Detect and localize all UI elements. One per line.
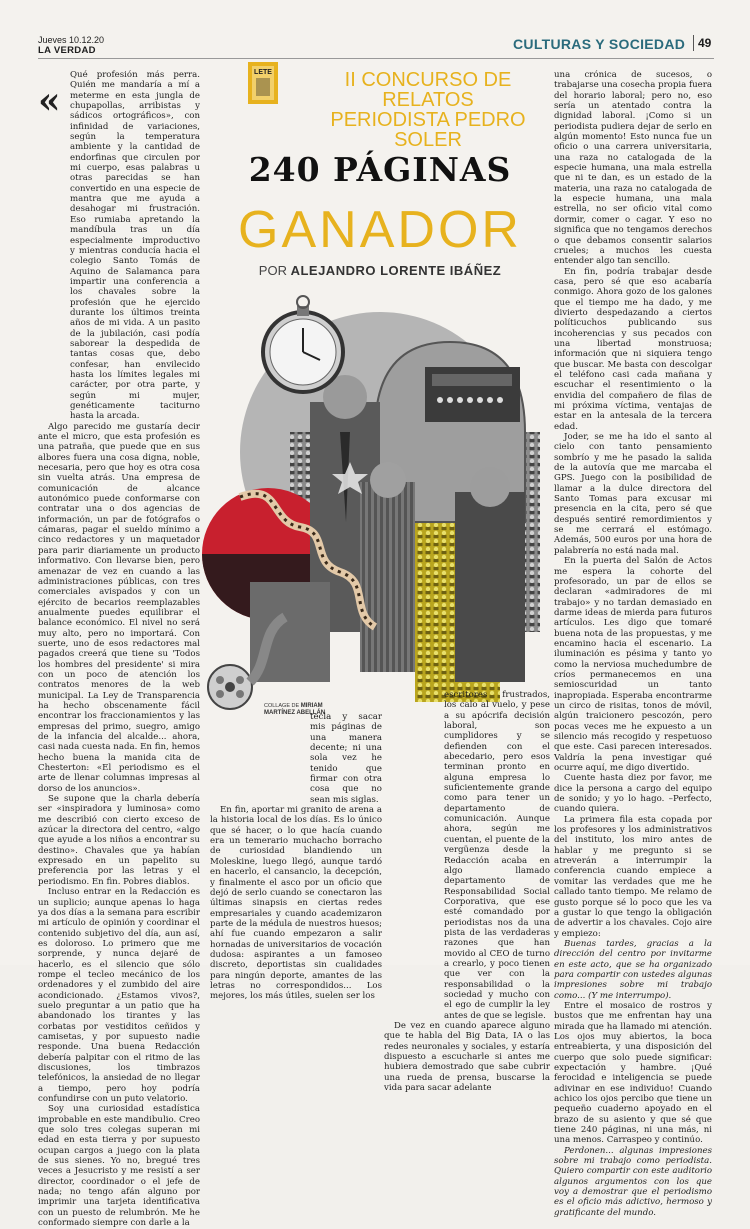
paragraph: una crónica de sucesos, o trabajarse una cosecha propia fuera del horario laboral; pero no, eso sería un atentado contra la dignidad laboral. ¡Como si un periodista pudiera dejar de serlo en algún momento! Esto nunca fue un oficio o una carrera universitaria, una raza no catalogada de la especie humana, una mala estrella que ni te dan, es un estado de la materia, una raza no catalogada de la especie humana, una mala estrella, no ser oficio vital como dormir, comer o cagar. Y eso no significa que no tengamos derechos o que debamos consentir salarios crueles; a muchos les cuesta entender algo tan sencillo. bbox=[554, 70, 712, 267]
header-separator bbox=[693, 35, 694, 51]
issue-date: Jueves 10.12.20 bbox=[38, 35, 105, 45]
paragraph: Soy una curiosidad estadística improbable en este mandibulio. Creo que solo tres colegas superan mi edad en esta tierra y por supuesto ocupan cargos a juego con la plata de sus sienes. Yo no, bregué tres veces a Jesucristo y me resistí a ser director, coordinador o el jefe de nada; no tengo afán alguno por imprimir una tarjeta identificativa con un puesto de relumbrón. Me he conformado siempre con darle a la bbox=[38, 1104, 200, 1229]
header-rule bbox=[38, 58, 714, 59]
byline bbox=[210, 263, 550, 278]
paragraph: En fin, aportar mi granito de arena a la historia local de los días. Es lo único que sé hacer, o lo que hacía cuando era un temerario muchacho borracho de curiosidad blandiendo un Moleskine, luego llegó, aunque tardó en hacerlo, el cansancio, la decepción, y finalmente el asco por un oficio que dejó de serlo cuando se conectaron las últimas sinapsis en ciertas redes empresariales y cuando academizaron parte de la médula de nuestros huesos; ahí fue cuando empezaron a salir hornadas de universitarios de vocación dudosa: aspirantes a un famoseo discreto, deportistas sin cualidades para ningún deporte, amantes de las letras no correspondidos... Los mejores, los más útiles, suelen ser los bbox=[210, 805, 382, 1002]
paragraph: Qué profesión más perra. Quién me mandaría a mí a meterme en esta jungla de chupapollas, arribistas y sádicos ortográficos», con infinidad de variaciones, según la temperatura ambiente y la cantidad de endorfinas que circulen por mi cuerpo, esas palabras u otras parecidas se han convertido en una especie de mantra que me ayuda a desahogar mi frustración. Eso rumiaba apretando la mandíbula tras un día especialmente improductivo y mientras conducía hacia el colegio Santo Tomás de Aquino de Salamanca para impartir una conferencia a los chavales sobre la profesión que he ejercido durante los últimos treinta años de mi vida. A un pasito de la jubilación, casi podía saborear la despedida de tantas cosas que, debo confesar, han envilecido hasta los límites legales mi carácter, por otra parte, y según mi mujer, genéticamente taciturno hasta la arcada. bbox=[70, 70, 200, 422]
collage-illustration bbox=[200, 282, 555, 712]
paragraph: De vez en cuando aparece alguno que te habla del Big Data, IA o las redes neuronales y sociales, y estaría dispuesto a escucharle si antes me hubiera demostrado que sabe cubrir una rueda de prensa, buscarse la vida para sacar adelante bbox=[384, 1021, 550, 1094]
paragraph: Entre el mosaico de rostros y bustos que me enfrentan hay una mirada que ha llamado mi atención. Los ojos muy abiertos, la boca entreabierta, y una disposición del cuerpo que solo puede significar: expectación y hambre. ¡Qué ferocidad e inteligencia se puede adivinar en ese individuo! Cuando achico los ojos percibo que tiene un pequeño cuaderno apoyado en el brazo de su asiento y que sé que tiene 240 páginas, ni una más, ni una menos. Carraspeo y continúo. bbox=[554, 1000, 712, 1146]
italic-paragraph: Perdonen... algunas impresiones sobre mi trabajo como periodista. Quiero compartir con este auditorio algunos argumentos con los que voy a demostrar que el periodismo es el oficio más adictivo, hermoso y gratificante del mundo. bbox=[554, 1145, 712, 1218]
article-column-4 bbox=[554, 70, 712, 1218]
paragraph: escritores frustrados, los calo al vuelo, y pese a su apócrifa decisión laboral, son cumplidores y se defienden con el abecedario, pero esos terminan pronto en alguna empresa lo suficientemente grande como para tener un departamento de comunicación. Aunque ahora, según me cuentan, el puente de la vergüenza desde la Redacción acaba en algo llamado departamento de Responsabilidad Social Corporativa, que ese esté comandado por periodistas nos da una pista de las verdaderas razones que han movido al CEO de turno a crearlo, y poco tienen que ver con la responsabilidad o la sociedad y mucho con el ego de cumplir la ley antes de que se legisle. bbox=[444, 690, 550, 1021]
newspaper-name: LA VERDAD bbox=[38, 45, 96, 56]
article-column-2 bbox=[210, 712, 382, 1002]
paragraph: Incluso entrar en la Redacción es un suplicio; aunque apenas lo haga ya dos días a la semana para escribir mi artículo de opinión y coordinar el contenido subjetivo del día, aun así, es doloroso. Lo primero que me sorprende, y nunca dejaré de hacerlo, es el silencio que sólo rompe el tecleo mecánico de los ordenadores y el zumbido del aire acondicionado. ¿Estamos vivos?, suelo preguntar a un patio que ha abandonado los tirantes y las corbatas por vestiditos ceñidos y camisetas, y por supuesto nadie responde. Una buena Redacción debería palpitar con el ritmo de las discusiones, los timbrazos telefónicos, la ansiedad de no llegar a tiempo, pero hoy podría confundirse con un puto velatorio. bbox=[38, 887, 200, 1105]
article-column-1 bbox=[38, 70, 200, 1229]
article-title: 240 PÁGINAS bbox=[248, 150, 512, 189]
opening-quote-mark: « bbox=[38, 80, 61, 122]
article-kicker: GANADOR bbox=[238, 201, 522, 259]
paragraph: Joder, se me ha ido el santo al cielo con tanto pensamiento sombrío y me he pasado la salida de la autovía que me marcaba el GPS. Juego con la posibilidad de llamar a la dulce directora del Santo Tomas para excusar mi presencia en la cita, pero sé que después sentiré remordimientos y se me cerrará el estómago. Además, 500 euros por una hora de palabrería no está nada mal. bbox=[554, 432, 712, 556]
contest-line-2: PERIODISTA PEDRO SOLER bbox=[330, 109, 526, 151]
italic-paragraph: Buenas tardes, gracias a la dirección del centro por invitarme en este acto, que se ha organizado para compartir con ustedes algunas impresiones sobre mi trabajo como... (Y me interrumpo). bbox=[554, 938, 712, 1001]
paragraph: Algo parecido me gustaría decir ante el micro, que esta profesión es una patraña, que puede que en sus albores fuera una cosa digna, noble, necesaria, pero que hoy es otra cosa sin vuelta atrás. Una empresa de comunicación de alcance autonómico puede conformarse con contratar una o dos agencias de información, un par de fotógrafos o cámaras, pagar el sueldo mínimo a cinco redactores y un maquetador para parir diariamente un producto informativo. Con llevarse bien, pero amenazar de vez en cuando a las administraciones públicas, con tres comerciales avispados y con un ejército de becarios reemplazables anualmente puedes equilibrar el balance económico. El nivel no será muy alto, pero no importará. Con suerte, uno de esos redactores mal pagados creerá que tiene su 'Todos los hombres del presidente' si mira con un poco de atención los contratos menores de la web municipal. La Ley de Transparencia ha hecho obscenamente fácil encontrar los fraccionamientos y las empresas del primo, suegro, amigo de la infancia del alcalde... ahora, casi nada cuesta nada. En fin, hemos hecho buena la manida cita de Chesterton: «El periodismo es el arte de llenar columnas impresas al dorso de los anuncios». bbox=[38, 421, 200, 794]
section-title: CULTURAS Y SOCIEDAD bbox=[513, 36, 686, 52]
byline-prefix: POR bbox=[258, 263, 287, 278]
paragraph: Cuente hasta diez por favor, me dice la persona a cargo del equipo de sonido; y yo lo hago. –Perfecto, cuando quiera. bbox=[554, 773, 712, 815]
author-name: ALEJANDRO LORENTE IBÁÑEZ bbox=[290, 263, 502, 278]
contest-line-1: II CONCURSO DE RELATOS bbox=[344, 69, 512, 111]
paragraph: Se supone que la charla debería ser «inspiradora y luminosa» como me describió con cierto exceso de azúcar la directora del centro, «algo que ayude a los niños a encontrar su destino». Chavales que ya habían expresado en un papelito su preferencia por las letras y el periodismo. En fin. Pobres diablos. bbox=[38, 794, 200, 887]
contest-logo-text: LETE bbox=[254, 69, 272, 76]
page-number: 49 bbox=[698, 36, 712, 50]
paragraph: En fin, podría trabajar desde casa, pero sé que eso acabaría conmigo. Ahora gozo de los galones que el tiempo me ha dado, y me divierto despedazando a ciertos políticuchos publicando sus incoherencias y sus pecados con una libertad monstruosa; información que ni siquiera tengo que buscar. Me basta con descolgar el teléfono casi cada mañana y escuchar el resentimiento o la envidia del compañero de filas de mi próxima víctima, ventajas de estar en la antesala de la tercera edad. bbox=[554, 266, 712, 432]
paragraph: tecla y sacar mis páginas de una manera decente; ni una sola vez he tenido que firmar con otra cosa que no sean mis siglas. bbox=[310, 712, 382, 805]
contest-banner bbox=[308, 70, 548, 150]
credit-prefix: COLLAGE DE bbox=[264, 703, 300, 709]
article-column-3 bbox=[384, 690, 550, 1094]
contest-logo bbox=[226, 60, 298, 106]
paragraph: La primera fila esta copada por los profesores y los administrativos del instituto, los miro antes de hablar y me pregunto si se atreverán a interrumpir la conferencia cuando empiece a vomitar las verdades que me he callado tanto tiempo. Me relamo de gusto porque sé lo poco que les va a gustar lo que tengo la obligación de advertir a los chavales. Cojo aire y empiezo: bbox=[554, 814, 712, 939]
paragraph: En la puerta del Salón de Actos me espera la cohorte del profesorado, un par de ellos se declaran «admiradores de mi trabajo» y no tardan demasiado en darme ideas de mierda para futuros artículos. Les digo que tomaré buena nota de las propuestas, y me encamino hacia el escenario. La iluminación es pésima y tanto yo como la nerviosa muchedumbre de críos permanecemos en una semioscuridad un tanto inapropiada. Esperaba encontrarme un circo de risitas, tonos de móvil, algún traicionero pescozón, pero pocas veces me he expuesto a un silencio más recogido y respetuoso que este. Casi parecen interesados. Valdría la pena investigar qué ocurre aquí, me digo divertido. bbox=[554, 556, 712, 774]
credit-name: MIRIAM MARTÍNEZ ABELLÁN bbox=[264, 703, 326, 716]
